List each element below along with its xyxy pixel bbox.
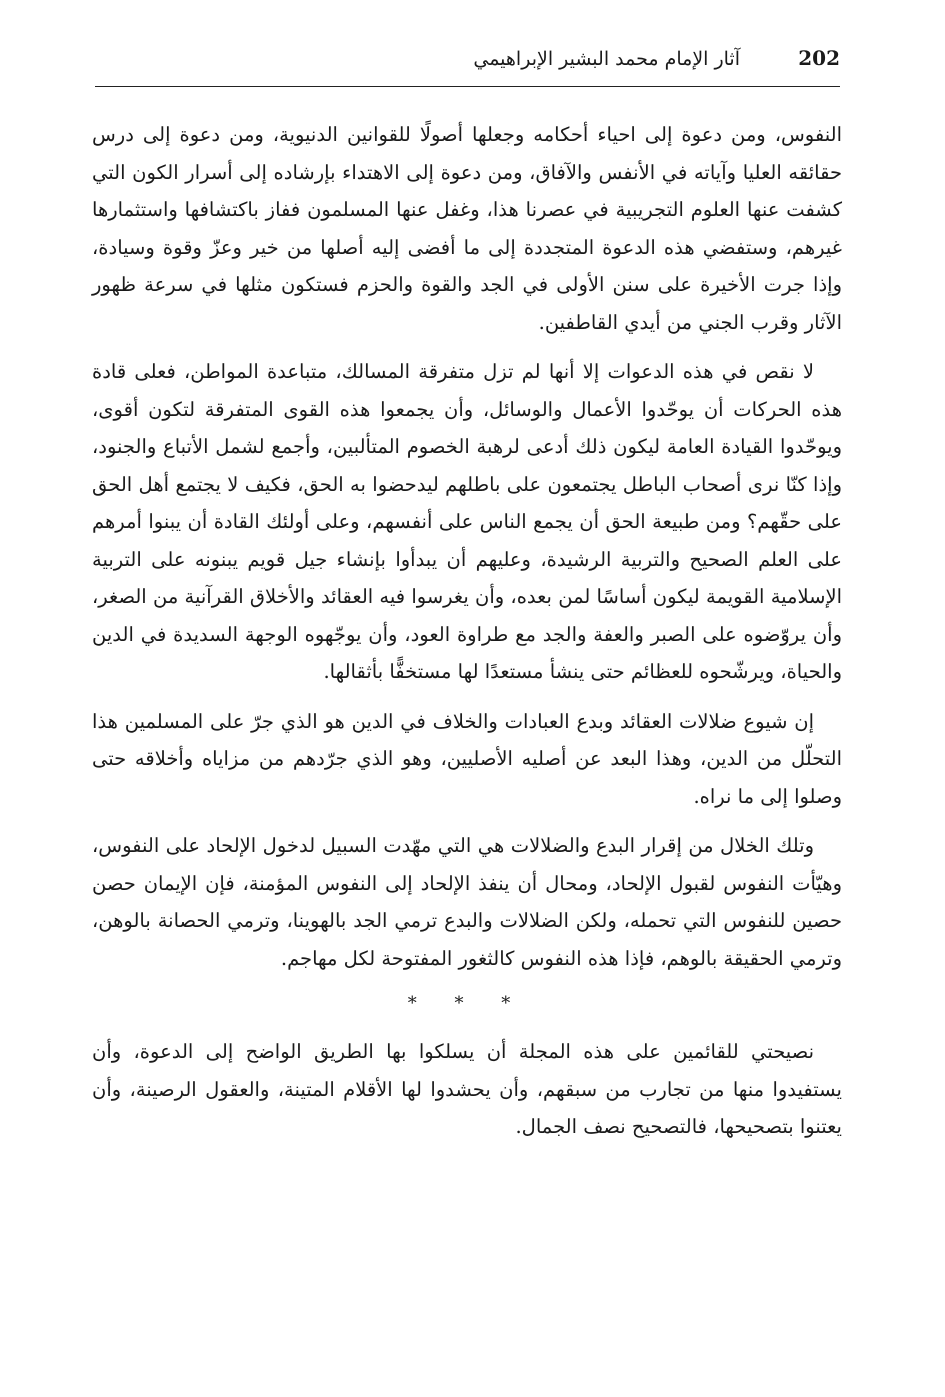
section-separator: * * * xyxy=(407,993,527,1014)
page-header xyxy=(95,40,840,87)
running-title: آثار الإمام محمد البشير الإبراهيمي xyxy=(473,48,740,70)
page-body xyxy=(92,116,842,1158)
closing-paragraph: نصيحتي للقائمين على هذه المجلة أن يسلكوا بها الطريق الواضح إلى الدعوة، وأن يستفيدوا منها من تجارب من سبقهم، وأن يحشدوا لها الأقلام المتينة، والعقول الرصينة، وأن يعتنوا بتصحيحها، فالتصحيح نصف الجمال. xyxy=(92,1040,842,1138)
page-number: 202 xyxy=(798,46,840,70)
paragraph-3: إن شيوع ضلالات العقائد وبدع العبادات والخلاف في الدين هو الذي جرّ على المسلمين هذا التحلّل من الدين، وهذا البعد عن أصليه الأصليين، وهو الذي جرّدهم من مزاياه وأخلاقه حتى وصلوا إلى ما نراه. xyxy=(92,709,842,808)
paragraph-2: لا نقص في هذه الدعوات إلا أنها لم تزل متفرقة المسالك، متباعدة المواطن، فعلى قادة هذه الحركات أن يوحّدوا الأعمال والوسائل، وأن يجمعوا هذه القوى المتفرقة لتكون أقوى، ويوحّدوا القيادة العامة ليكون ذلك أدعى لرهبة الخصوم المتألبين، وأجمع لشمل الأتباع والجنود، وإذا كنّا نرى أصحاب الباطل يجتمعون على باطلهم ليدحضوا به الحق، فكيف لا يجتمع أهل الحق على حقّهم؟ ومن طبيعة الحق أن يجمع الناس على أنفسهم، وعلى أولئك القادة أن يبنوا أمرهم على العلم الصحيح والتربية الرشيدة، وعليهم أن يبدأوا بإنشاء جيل قويم يبنونه على التربية الإسلامية القويمة ليكون أساسًا لمن بعده، وأن يغرسوا فيه العقائد والأخلاق القرآنية من الصغر، وأن يروّضوه على الصبر والعفة والجد مع طراوة العود، وأن يوجّهوه الوجهة السديدة في الدين والحياة، ويرشّحوه للعظائم حتى ينشأ مستعدًا لها مستخفًّا بأثقالها. xyxy=(92,360,842,683)
paragraph-4: وتلك الخلال من إقرار البدع والضلالات هي التي مهّدت السبيل لدخول الإلحاد على النفوس، وهيّأت النفوس لقبول الإلحاد، ومحال أن ينفذ الإلحاد إلى النفوس المؤمنة، فإن الإيمان حصن حصين للنفوس التي تحمله، ولكن الضلالات والبدع ترمي الجد بالهوينا، وترمي الحصانة بالوهن، وترمي الحقيقة بالوهم، فإذا هذه النفوس كالثغور المفتوحة لكل مهاجم. xyxy=(92,834,842,970)
paragraph-1: النفوس، ومن دعوة إلى احياء أحكامه وجعلها أصولًا للقوانين الدنيوية، ومن دعوة إلى درس حقائقه العليا وآياته في الأنفس والآفاق، ومن دعوة إلى الاهتداء بإرشاده إلى أسرار الكون التي كشفت عنها العلوم التجريبية في عصرنا هذا، وغفل عنها المسلمون ففاز باكتشافها واستثمارها غيرهم، وستفضي هذه الدعوة المتجددة إلى ما أفضى إليه أصلها من خير وعزّ وقوة وسيادة، وإذا جرت الأخيرة على سنن الأولى في الجد والقوة والحزم فستكون مثلها في سرعة ظهور الآثار وقرب الجني من أيدي القاطفين. xyxy=(92,123,842,334)
